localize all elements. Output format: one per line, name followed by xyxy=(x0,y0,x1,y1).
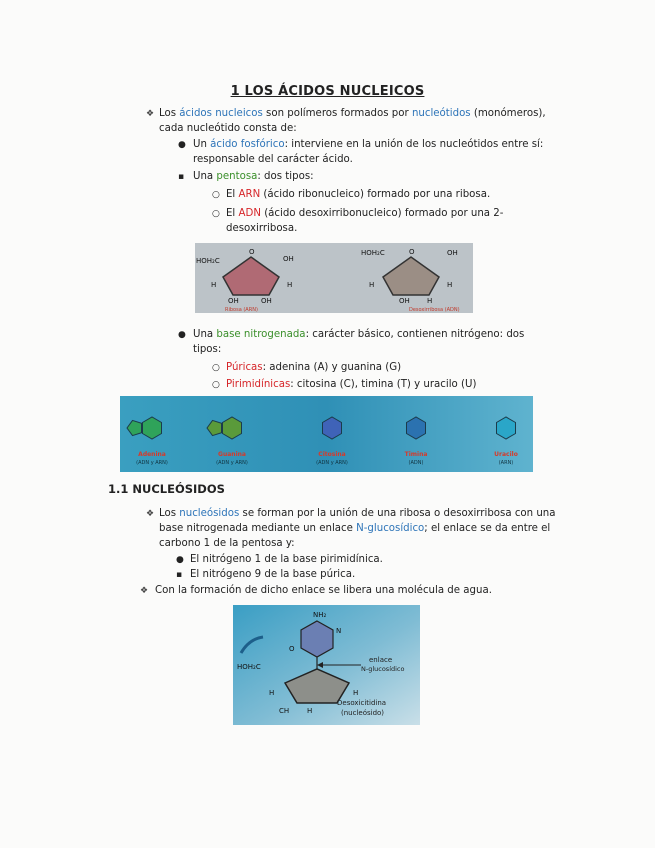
o-label: O xyxy=(289,645,295,653)
term-pentosa: pentosa xyxy=(216,171,258,182)
base-line-1 xyxy=(193,328,524,342)
text: son polímeros formados por xyxy=(262,108,412,119)
adn-line-2: desoxirribosa. xyxy=(226,223,298,234)
base-sub-label: (ARN) xyxy=(498,460,514,466)
text: ; el enlace se da entre el xyxy=(424,523,551,534)
base-ring xyxy=(407,417,426,439)
bullet-icon: ● xyxy=(176,555,184,565)
term-acido-fosforico: ácido fosfórico xyxy=(210,139,285,150)
base-name-label: Uracilo xyxy=(494,451,518,458)
term-n-glucosidico: N-glucosídico xyxy=(356,523,425,534)
text: Un xyxy=(193,139,211,150)
text: Los xyxy=(159,108,180,119)
ribose-oh-label: OH xyxy=(261,297,272,305)
base-sub-label: (ADN y ARN) xyxy=(136,460,168,466)
text: El xyxy=(226,189,239,200)
acido-line-2: responsable del carácter ácido. xyxy=(193,154,353,165)
text: : dos tipos: xyxy=(257,171,314,182)
sub-bullet-2: El nitrógeno 9 de la base púrica. xyxy=(190,569,356,580)
sub-bullet-1: El nitrógeno 1 de la base pirimidínica. xyxy=(190,554,383,565)
nucleosidos-line-2 xyxy=(159,522,550,536)
term-acidos-nucleicos: ácidos nucleicos xyxy=(179,108,263,119)
intro-line-2: cada nucleótido consta de: xyxy=(159,123,297,134)
ribose-oh-label: OH xyxy=(283,255,294,263)
base-ring xyxy=(223,417,242,439)
base-name-label: Citosina xyxy=(318,451,346,458)
base-ring xyxy=(143,417,162,439)
nucleosidos-line-3: carbono 1 de la pentosa y: xyxy=(159,538,295,549)
deoxyribose-o-label: O xyxy=(409,248,415,256)
term-puricas: Púricas xyxy=(226,362,263,373)
h-label: H xyxy=(353,689,359,697)
text: (ácido desoxirribonucleico) formado por una 2- xyxy=(260,208,504,219)
circle-bullet-icon: ○ xyxy=(212,209,220,219)
page-title: 1 LOS ÁCIDOS NUCLEICOS xyxy=(230,84,425,99)
base-name-label: Timina xyxy=(404,451,428,458)
diamond-bullet-icon: ❖ xyxy=(146,509,155,519)
n-label: N xyxy=(336,627,342,635)
ribose-hoh2c-label: HOH₂C xyxy=(196,257,220,265)
deoxyribose-hoh2c-label: HOH₂C xyxy=(361,249,385,257)
term-nucleosidos: nucleósidos xyxy=(179,508,240,519)
acido-line-1 xyxy=(193,138,543,152)
h-label: H xyxy=(307,707,313,715)
nucleosido-label: (nucleósido) xyxy=(341,709,385,717)
base-ring xyxy=(323,417,342,439)
base-name-label: Adenina xyxy=(138,451,166,458)
base-name-label: Guanina xyxy=(218,451,246,458)
nh2-label: NH₂ xyxy=(313,611,327,619)
deoxyribose-oh-label: OH xyxy=(447,249,458,257)
hoh2c-label: HOH₂C xyxy=(237,663,261,671)
n-glucosidico-label: N-glucosídico xyxy=(361,665,405,673)
text: : carácter básico, contienen nitrógeno: dos xyxy=(305,329,525,340)
base-sub-label: (ADN) xyxy=(408,460,424,466)
term-adn: ADN xyxy=(238,208,261,219)
square-bullet-icon: ▪ xyxy=(178,172,185,182)
pirimidinicas-line xyxy=(226,378,476,392)
bases-figure xyxy=(120,396,533,472)
base-line-2: tipos: xyxy=(193,344,222,355)
pentose-figure xyxy=(195,243,473,313)
pentosa-line xyxy=(193,170,314,184)
square-bullet-icon: ▪ xyxy=(176,570,183,580)
term-base-nitrogenada: base nitrogenada xyxy=(216,329,306,340)
nucleosidos-line-1 xyxy=(159,507,556,521)
nucleosidos-line-4: Con la formación de dicho enlace se libera una molécula de agua. xyxy=(155,585,492,596)
bullet-icon: ● xyxy=(178,330,186,340)
bullet-icon: ● xyxy=(178,140,186,150)
base-ring xyxy=(497,417,516,439)
intro-line-1 xyxy=(159,107,546,121)
text: : interviene en la unión de los nucleótidos entre sí: xyxy=(284,139,544,150)
ribose-h-label: H xyxy=(211,281,217,289)
term-nucleotidos: nucleótidos xyxy=(411,108,471,119)
deoxyribose-oh-label: OH xyxy=(399,297,410,305)
ribose-caption: Ribosa (ARN) xyxy=(225,307,258,313)
text: Una xyxy=(193,329,217,340)
text: Una xyxy=(193,171,217,182)
base-sub-label: (ADN y ARN) xyxy=(316,460,348,466)
puricas-line xyxy=(226,361,401,375)
term-pirimidinicas: Pirimidínicas xyxy=(226,379,291,390)
diamond-bullet-icon: ❖ xyxy=(146,109,155,119)
text: se forman por la unión de una ribosa o desoxirribosa con una xyxy=(239,508,556,519)
deoxyribose-caption: Desoxirribosa (ADN) xyxy=(409,307,460,313)
ch-label: CH xyxy=(279,707,290,715)
circle-bullet-icon: ○ xyxy=(212,380,220,390)
h-label: H xyxy=(269,689,275,697)
adn-line-1 xyxy=(226,207,503,221)
text: (ácido ribonucleico) formado por una ribosa. xyxy=(260,189,491,200)
text: base nitrogenada mediante un enlace xyxy=(159,523,357,534)
text: Los xyxy=(159,508,180,519)
enlace-label: enlace xyxy=(369,656,393,664)
deoxyribose-h-label: H xyxy=(447,281,453,289)
arn-line xyxy=(226,188,490,202)
diamond-bullet-icon: ❖ xyxy=(140,586,149,596)
deoxyribose-h-label: H xyxy=(427,297,433,305)
circle-bullet-icon: ○ xyxy=(212,363,220,373)
text: El xyxy=(226,208,239,219)
ribose-oh-label: OH xyxy=(228,297,239,305)
term-arn: ARN xyxy=(238,189,261,200)
base-sub-label: (ADN y ARN) xyxy=(216,460,248,466)
desoxicitidina-label: Desoxicitidina xyxy=(337,699,387,707)
ribose-o-label: O xyxy=(249,248,255,256)
text: (monómeros), xyxy=(470,108,546,119)
ribose-h-label: H xyxy=(287,281,293,289)
section-heading: 1.1 NUCLEÓSIDOS xyxy=(108,482,225,496)
text: : citosina (C), timina (T) y uracilo (U) xyxy=(290,379,477,390)
text: : adenina (A) y guanina (G) xyxy=(262,362,402,373)
nucleoside-figure xyxy=(233,605,420,725)
circle-bullet-icon: ○ xyxy=(212,190,220,200)
deoxyribose-h-label: H xyxy=(369,281,375,289)
